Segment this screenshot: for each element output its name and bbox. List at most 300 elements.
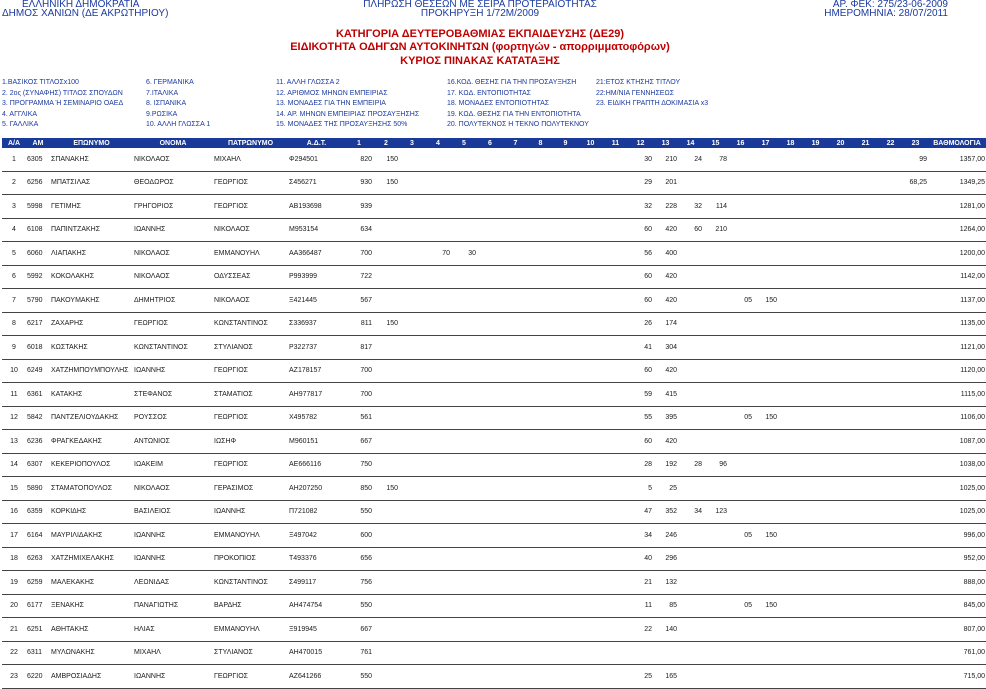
table-cell (853, 312, 878, 336)
column-header: 1 (345, 138, 373, 148)
table-cell (425, 453, 451, 477)
table-cell (373, 359, 399, 383)
table-cell: ΑΗ207250 (288, 477, 345, 501)
table-cell: 761 (345, 641, 373, 665)
table-cell (451, 477, 477, 501)
table-cell: Μ953154 (288, 218, 345, 242)
table-cell (477, 242, 503, 266)
table-cell (803, 242, 828, 266)
table-cell: ΜΑΛΕΚΑΚΗΣ (50, 571, 133, 595)
column-header: 4 (425, 138, 451, 148)
table-cell (878, 641, 903, 665)
table-cell (828, 148, 853, 171)
table-cell (603, 547, 628, 571)
table-cell (803, 571, 828, 595)
table-cell (373, 524, 399, 548)
table-cell (703, 618, 728, 642)
table-cell: ΚΩΝΣΤΑΝΤΙΝΟΣ (213, 312, 288, 336)
table-cell (678, 265, 703, 289)
table-cell (477, 218, 503, 242)
table-cell (878, 336, 903, 360)
table-cell: 996,00 (928, 524, 986, 548)
table-cell (778, 383, 803, 407)
table-cell (828, 383, 853, 407)
table-cell: ΝΙΚΟΛΑΟΣ (133, 148, 213, 171)
table-cell (503, 477, 528, 501)
table-cell (728, 195, 753, 219)
table-cell: 6305 (26, 148, 50, 171)
table-row (2, 242, 986, 266)
table-cell (803, 665, 828, 689)
table-cell: 850 (345, 477, 373, 501)
table-cell: 55 (628, 406, 653, 430)
table-cell (753, 312, 778, 336)
table-cell (373, 406, 399, 430)
table-cell (678, 171, 703, 195)
table-cell: ΓΕΩΡΓΙΟΣ (213, 453, 288, 477)
table-cell (728, 571, 753, 595)
table-cell: 600 (345, 524, 373, 548)
table-cell: 123 (703, 500, 728, 524)
table-cell (503, 594, 528, 618)
table-cell (451, 406, 477, 430)
table-cell (728, 148, 753, 171)
table-cell: ΚΑΤΑΚΗΣ (50, 383, 133, 407)
table-cell: Μ960151 (288, 430, 345, 454)
table-cell: 6060 (26, 242, 50, 266)
column-header: ΑΜ (26, 138, 50, 148)
table-cell (425, 195, 451, 219)
table-cell: 34 (628, 524, 653, 548)
table-cell: 16 (2, 500, 26, 524)
table-cell (803, 218, 828, 242)
table-cell (853, 500, 878, 524)
table-cell: ΧΑΤΖΗΜΙΧΕΛΑΚΗΣ (50, 547, 133, 571)
legend-item: 17. ΚΩΔ. ΕΝΤΟΠΙΟΤΗΤΑΣ (447, 90, 531, 97)
table-cell (903, 312, 928, 336)
table-cell (853, 453, 878, 477)
table-cell (528, 148, 553, 171)
table-cell (477, 359, 503, 383)
legend-item: 15. ΜΟΝΑΔΕΣ ΤΗΣ ΠΡΟΣΑΥΞΗΣΗΣ 50% (276, 121, 408, 128)
table-cell (553, 148, 578, 171)
table-cell (678, 524, 703, 548)
table-cell: ΓΕΡΑΣΙΜΟΣ (213, 477, 288, 501)
table-cell (477, 618, 503, 642)
table-cell (603, 265, 628, 289)
table-cell (399, 500, 425, 524)
table-row (2, 406, 986, 430)
table-cell (903, 430, 928, 454)
table-cell: 550 (345, 500, 373, 524)
table-cell: ΛΕΩΝΙΔΑΣ (133, 571, 213, 595)
table-cell: ΘΕΟΔΩΡΟΣ (133, 171, 213, 195)
table-cell: ΓΕΩΡΓΙΟΣ (213, 359, 288, 383)
table-cell: 5 (628, 477, 653, 501)
table-cell: ΜΥΛΩΝΑΚΗΣ (50, 641, 133, 665)
table-cell (803, 594, 828, 618)
table-cell (728, 430, 753, 454)
table-cell (678, 359, 703, 383)
table-cell: 550 (345, 665, 373, 689)
table-cell: 6236 (26, 430, 50, 454)
table-cell (753, 265, 778, 289)
table-cell: 6177 (26, 594, 50, 618)
table-cell: ΑΖ641266 (288, 665, 345, 689)
table-cell (578, 242, 603, 266)
table-cell (503, 453, 528, 477)
table-cell: 165 (653, 665, 678, 689)
table-cell (753, 171, 778, 195)
table-cell (753, 383, 778, 407)
table-cell (903, 289, 928, 313)
legend-item: 22:ΗΜ/ΝΙΑ ΓΕΝΝΗΣΕΩΣ (596, 90, 675, 97)
table-cell (828, 359, 853, 383)
table-cell (803, 500, 828, 524)
table-cell: ΣΠΑΝΑΚΗΣ (50, 148, 133, 171)
table-cell: ΜΙΧΑΗΛ (213, 148, 288, 171)
table-cell: ΡΟΥΣΣΟΣ (133, 406, 213, 430)
legend-item: 2. 2ος (ΣΥΝΑΦΗΣ) ΤΙΤΛΟΣ ΣΠΟΥΔΩΝ (2, 90, 123, 97)
table-cell (503, 665, 528, 689)
table-cell (528, 618, 553, 642)
table-cell (853, 547, 878, 571)
table-cell (451, 430, 477, 454)
table-cell (603, 641, 628, 665)
table-cell (477, 195, 503, 219)
table-cell (399, 218, 425, 242)
table-cell (528, 430, 553, 454)
table-cell (853, 218, 878, 242)
table-cell (853, 524, 878, 548)
table-cell (425, 359, 451, 383)
table-cell (503, 242, 528, 266)
table-cell (553, 665, 578, 689)
table-cell: 60 (628, 359, 653, 383)
table-cell (753, 665, 778, 689)
table-row (2, 312, 986, 336)
table-cell (803, 618, 828, 642)
table-cell: 56 (628, 242, 653, 266)
table-cell (553, 265, 578, 289)
table-cell: 756 (345, 571, 373, 595)
table-cell (503, 148, 528, 171)
table-cell: ΠΑΠΙΝΤΖΑΚΗΣ (50, 218, 133, 242)
table-cell (703, 289, 728, 313)
table-cell: ΖΑΧΑΡΗΣ (50, 312, 133, 336)
table-cell (451, 359, 477, 383)
table-cell (503, 383, 528, 407)
column-header: 13 (653, 138, 678, 148)
table-cell (753, 242, 778, 266)
table-cell (399, 665, 425, 689)
legend-item: 20. ΠΟΛΥΤΕΚΝΟΣ Η ΤΕΚΝΟ ΠΟΛΥΤΕΚΝΟΥ (447, 121, 589, 128)
table-cell (373, 336, 399, 360)
legend-item: 14. ΑΡ. ΜΗΝΩΝ ΕΜΠΕΙΡΙΑΣ ΠΡΟΣΑΥΞΗΣΗΣ (276, 111, 420, 118)
table-cell: ΗΛΙΑΣ (133, 618, 213, 642)
table-cell (477, 430, 503, 454)
table-cell (803, 312, 828, 336)
table-cell (503, 618, 528, 642)
table-cell: 29 (628, 171, 653, 195)
table-cell (803, 641, 828, 665)
table-cell (778, 195, 803, 219)
table-cell: ΜΙΧΑΗΛ (133, 641, 213, 665)
table-cell (703, 265, 728, 289)
table-cell (678, 383, 703, 407)
specialty-title: ΕΙΔΙΚΟΤΗΤΑ ΟΔΗΓΩΝ ΑΥΤΟΚΙΝΗΤΩΝ (φορτηγών - απορριμματοφόρων) (290, 41, 670, 53)
table-cell (503, 195, 528, 219)
table-cell (578, 171, 603, 195)
table-cell: 6307 (26, 453, 50, 477)
table-cell (803, 406, 828, 430)
table-cell (553, 477, 578, 501)
table-cell: 1137,00 (928, 289, 986, 313)
table-header-row (2, 138, 986, 148)
table-cell: ΜΠΑΤΣΙΛΑΣ (50, 171, 133, 195)
table-cell (803, 383, 828, 407)
table-cell (578, 665, 603, 689)
table-cell: ΠΑΝΤΖΕΛΙΟΥΔΑΚΗΣ (50, 406, 133, 430)
table-cell: 150 (373, 477, 399, 501)
table-row (2, 477, 986, 501)
table-cell (373, 641, 399, 665)
column-header: ΟΝΟΜΑ (133, 138, 213, 148)
table-cell (477, 500, 503, 524)
table-cell: ΠΡΟΚΟΠΙΟΣ (213, 547, 288, 571)
table-row (2, 359, 986, 383)
table-cell (753, 547, 778, 571)
table-cell (828, 594, 853, 618)
table-cell (528, 665, 553, 689)
table-cell (477, 265, 503, 289)
table-cell (578, 359, 603, 383)
table-cell: ΙΩΑΝΝΗΣ (133, 547, 213, 571)
table-cell (553, 594, 578, 618)
table-cell (703, 641, 728, 665)
table-cell (728, 336, 753, 360)
table-cell: ΙΩΑΝΝΗΣ (133, 665, 213, 689)
table-cell: 28 (628, 453, 653, 477)
table-cell (553, 524, 578, 548)
table-cell: 1087,00 (928, 430, 986, 454)
gazette-number: ΑΡ. ΦΕΚ: 275/23-06-2009 (832, 0, 948, 10)
table-cell (778, 289, 803, 313)
table-cell: 634 (345, 218, 373, 242)
table-cell: 32 (678, 195, 703, 219)
table-cell (503, 524, 528, 548)
table-cell (528, 312, 553, 336)
table-cell (703, 430, 728, 454)
table-cell (425, 500, 451, 524)
table-cell (678, 477, 703, 501)
legend-item: 19. ΚΩΔ. ΘΕΣΗΣ ΓΙΑ ΤΗΝ ΕΝΤΟΠΙΟΤΗΤΑ (447, 111, 581, 118)
table-row (2, 571, 986, 595)
table-cell (803, 289, 828, 313)
table-cell: 667 (345, 430, 373, 454)
table-cell: 6164 (26, 524, 50, 548)
table-cell: ΣΤΕΦΑΝΟΣ (133, 383, 213, 407)
table-cell (528, 289, 553, 313)
table-cell: 6361 (26, 383, 50, 407)
table-cell: 22 (2, 641, 26, 665)
table-cell (528, 359, 553, 383)
table-cell (373, 547, 399, 571)
table-cell: 85 (653, 594, 678, 618)
table-cell: 6249 (26, 359, 50, 383)
table-row (2, 665, 986, 689)
column-header: 10 (578, 138, 603, 148)
table-cell (399, 430, 425, 454)
table-cell (903, 359, 928, 383)
table-cell: 150 (373, 312, 399, 336)
table-cell (753, 148, 778, 171)
table-cell (578, 453, 603, 477)
table-cell: 561 (345, 406, 373, 430)
table-cell (528, 500, 553, 524)
table-cell (828, 524, 853, 548)
table-cell: 817 (345, 336, 373, 360)
table-cell: 9 (2, 336, 26, 360)
table-cell: ΟΔΥΣΣΕΑΣ (213, 265, 288, 289)
table-cell (803, 477, 828, 501)
table-cell: 420 (653, 359, 678, 383)
announcement-number: ΠΡΟΚΗΡΥΞΗ 1/72Μ/2009 (420, 8, 540, 19)
table-cell (553, 430, 578, 454)
table-cell (828, 430, 853, 454)
table-cell: ΙΩΣΗΦ (213, 430, 288, 454)
table-cell: 722 (345, 265, 373, 289)
table-cell (803, 336, 828, 360)
table-cell (451, 594, 477, 618)
table-cell (803, 359, 828, 383)
table-cell: 807,00 (928, 618, 986, 642)
table-cell: Ξ497042 (288, 524, 345, 548)
table-cell: 656 (345, 547, 373, 571)
table-cell (578, 289, 603, 313)
table-cell (753, 453, 778, 477)
table-cell (703, 524, 728, 548)
table-cell: 30 (451, 242, 477, 266)
table-cell: 60 (628, 265, 653, 289)
table-cell (399, 618, 425, 642)
table-cell (778, 148, 803, 171)
table-cell (399, 195, 425, 219)
table-cell (828, 406, 853, 430)
table-cell: 1121,00 (928, 336, 986, 360)
table-cell (828, 571, 853, 595)
table-cell (603, 406, 628, 430)
table-cell: 10 (2, 359, 26, 383)
table-body (2, 148, 986, 688)
table-cell (603, 336, 628, 360)
table-cell: ΚΩΝΣΤΑΝΤΙΝΟΣ (133, 336, 213, 360)
table-cell (425, 148, 451, 171)
table-cell (903, 265, 928, 289)
table-cell: Ξ421445 (288, 289, 345, 313)
table-cell: 6108 (26, 218, 50, 242)
table-cell: ΛΙΑΠΑΚΗΣ (50, 242, 133, 266)
table-cell: ΦΡΑΓΚΕΔΑΚΗΣ (50, 430, 133, 454)
table-cell (828, 265, 853, 289)
table-cell (553, 453, 578, 477)
table-cell (778, 477, 803, 501)
table-cell (828, 336, 853, 360)
table-cell (603, 665, 628, 689)
table-cell (399, 383, 425, 407)
table-cell (603, 195, 628, 219)
table-cell (528, 171, 553, 195)
table-cell (553, 406, 578, 430)
table-cell (477, 171, 503, 195)
table-cell (778, 336, 803, 360)
table-cell: Τ493376 (288, 547, 345, 571)
table-cell (425, 524, 451, 548)
table-cell (451, 571, 477, 595)
ranking-table-title: ΚΥΡΙΟΣ ΠΙΝΑΚΑΣ ΚΑΤΑΤΑΞΗΣ (400, 55, 560, 67)
table-cell (903, 383, 928, 407)
table-cell (878, 618, 903, 642)
table-cell (451, 547, 477, 571)
table-cell (373, 430, 399, 454)
table-cell: 30 (628, 148, 653, 171)
table-cell (477, 571, 503, 595)
ranking-table (2, 138, 986, 689)
legend-item: 16.ΚΟΔ. ΘΕΣΗΣ ΓΙΑ ΤΗΝ ΠΡΟΣΑΥΞΗΣΗ (447, 79, 577, 86)
table-cell: 5992 (26, 265, 50, 289)
table-cell (578, 148, 603, 171)
table-cell: 14 (2, 453, 26, 477)
table-cell (778, 500, 803, 524)
table-cell (678, 641, 703, 665)
table-cell (603, 571, 628, 595)
table-cell: 150 (753, 406, 778, 430)
table-cell (503, 641, 528, 665)
table-cell: 1281,00 (928, 195, 986, 219)
table-cell (728, 359, 753, 383)
table-cell (477, 336, 503, 360)
table-cell (903, 336, 928, 360)
column-header: 11 (603, 138, 628, 148)
table-cell: ΑΖ178157 (288, 359, 345, 383)
table-cell: ΑΕ666116 (288, 453, 345, 477)
table-cell (753, 218, 778, 242)
table-cell (528, 594, 553, 618)
table-cell (828, 641, 853, 665)
table-cell: ΑΜΒΡΟΣΙΑΔΗΣ (50, 665, 133, 689)
table-cell: 700 (345, 242, 373, 266)
table-cell (528, 406, 553, 430)
table-cell: ΚΩΝΣΤΑΝΤΙΝΟΣ (213, 571, 288, 595)
table-cell: 11 (2, 383, 26, 407)
table-cell (578, 571, 603, 595)
table-cell: 6311 (26, 641, 50, 665)
table-cell (373, 195, 399, 219)
table-cell: 296 (653, 547, 678, 571)
table-cell (753, 430, 778, 454)
table-cell (728, 618, 753, 642)
table-cell (753, 571, 778, 595)
table-cell (399, 289, 425, 313)
table-cell: Ρ993999 (288, 265, 345, 289)
table-cell (451, 289, 477, 313)
table-cell: Σ499117 (288, 571, 345, 595)
table-cell: 700 (345, 359, 373, 383)
table-row (2, 500, 986, 524)
table-cell (528, 477, 553, 501)
table-cell: 550 (345, 594, 373, 618)
table-cell (578, 406, 603, 430)
